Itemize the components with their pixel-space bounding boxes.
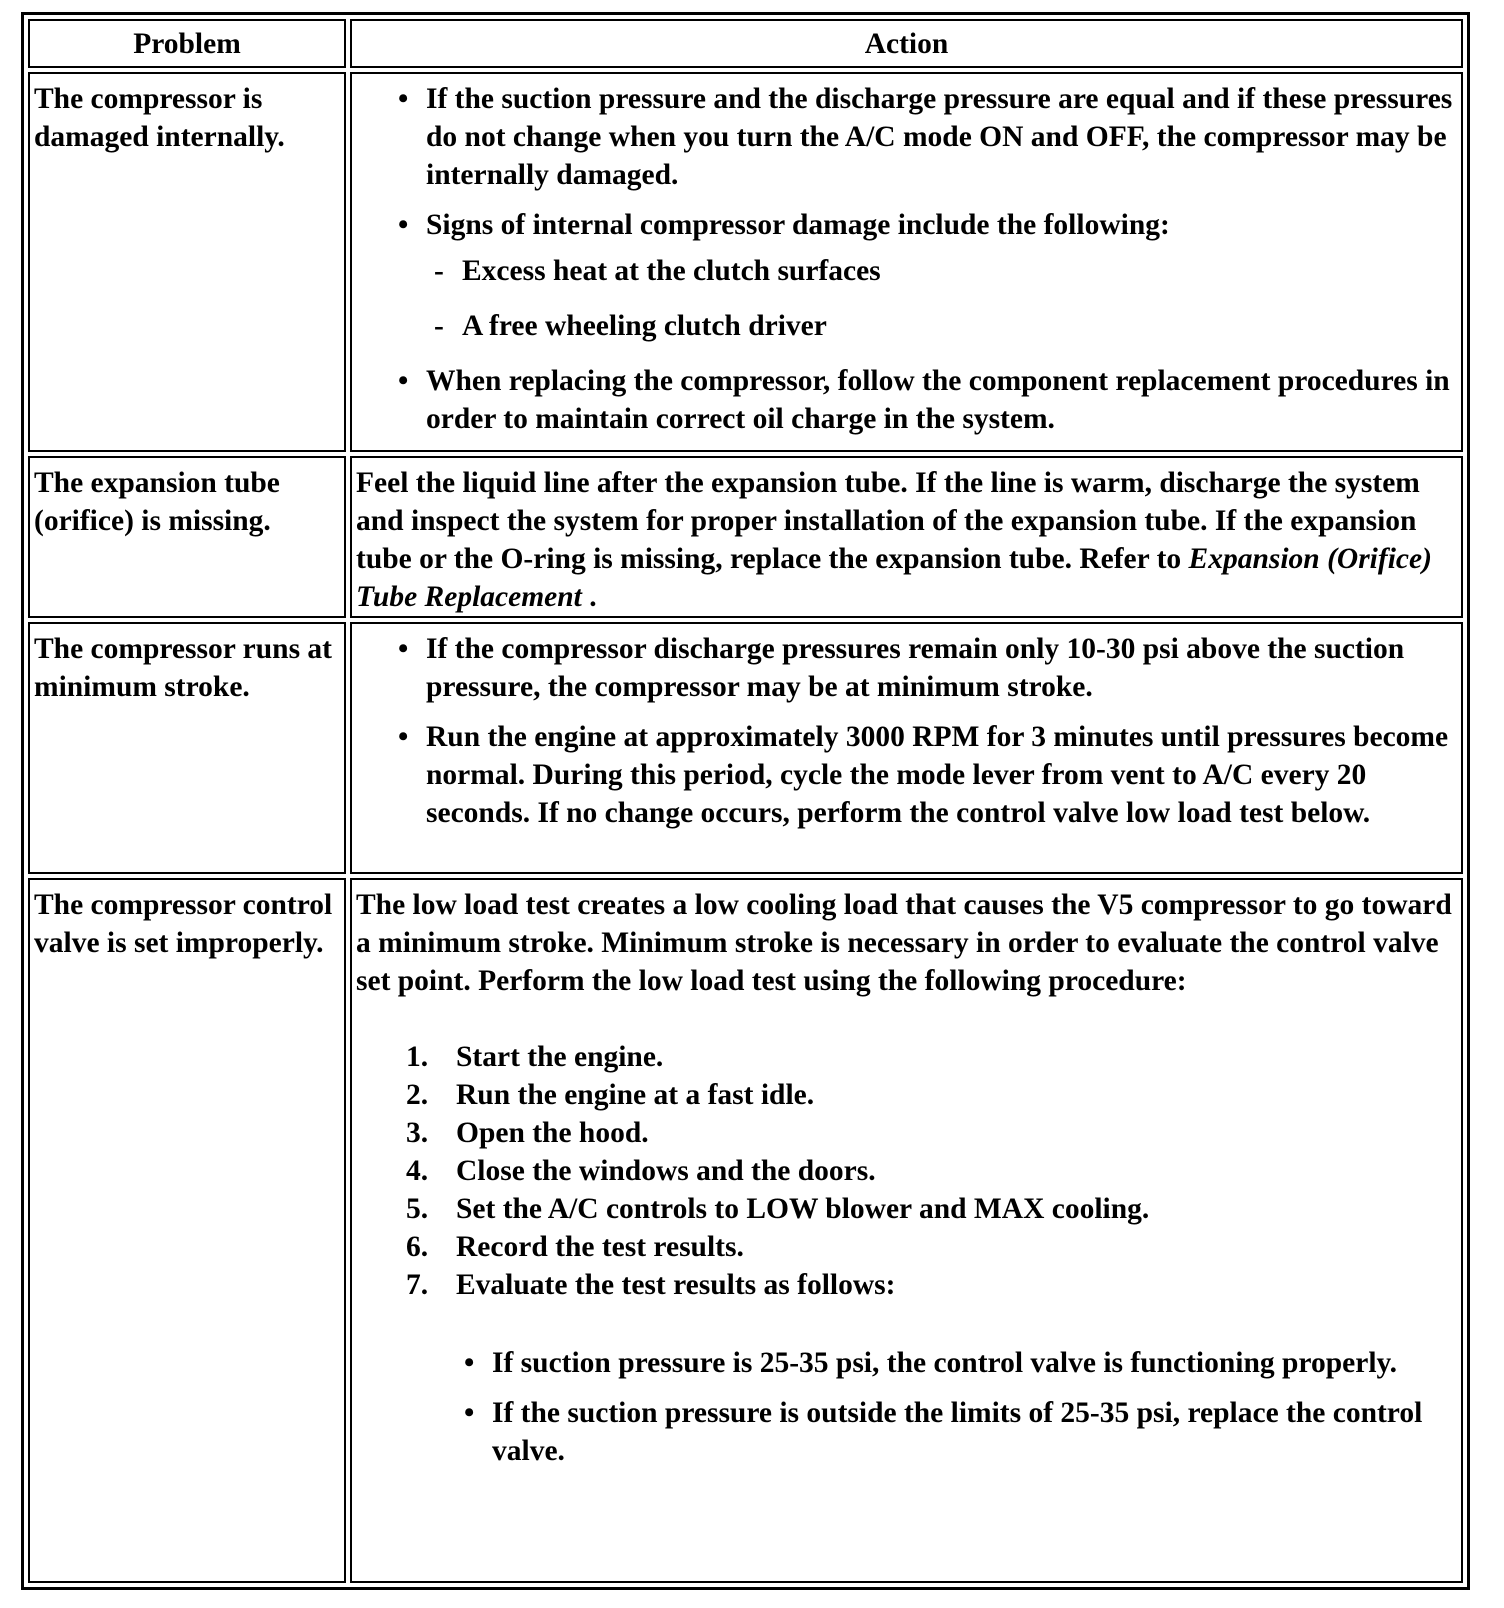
list-item: • If the compressor discharge pressures remain only 10-30 psi above the suction pressure, the compressor may be at minimum stroke.	[426, 630, 1459, 706]
list-item	[406, 1076, 1459, 1114]
list-item: • If the suction pressure is outside the limits of 25-35 psi, replace the control valve.	[492, 1394, 1459, 1470]
expansion-tube-replacement-link[interactable]: Expansion (Orifice) Tube Replacement	[356, 543, 1432, 613]
table-row	[28, 622, 1463, 874]
action-text: The low load test creates a low cooling load that causes the V5 compressor to go toward a minimum stroke. Minimum stroke is necessary in order to evaluate the control valve set point. Perform the low load test using the following procedure:	[356, 889, 1452, 997]
step-text: Open the hood.	[456, 1117, 649, 1149]
troubleshooting-table-frame	[21, 12, 1470, 1590]
action-header: Action	[350, 19, 1463, 68]
list-item	[406, 1114, 1459, 1152]
step-number: 4.	[406, 1155, 429, 1187]
action-bullet-list	[356, 630, 1459, 832]
list-item: • Run the engine at approximately 3000 RPM for 3 minutes until pressures become normal. During this period, cycle the mode lever from vent to A/C every 20 seconds. If no change occurs, perform the control valve low load test below.	[426, 718, 1459, 832]
list-item: - Excess heat at the clutch surfaces	[462, 252, 1459, 290]
step-text: Close the windows and the doors.	[456, 1155, 876, 1187]
list-item: - A free wheeling clutch driver	[462, 307, 1459, 345]
list-item: • When replacing the compressor, follow the component replacement procedures in order to maintain correct oil charge in the system.	[426, 362, 1459, 438]
step-number: 7.	[406, 1269, 429, 1301]
step-number: 3.	[406, 1117, 429, 1149]
list-item	[406, 1152, 1459, 1190]
table-row	[28, 456, 1463, 618]
step-text: Run the engine at a fast idle.	[456, 1079, 815, 1111]
list-item	[406, 1228, 1459, 1266]
header-row	[28, 19, 1463, 68]
action-cell	[350, 72, 1463, 452]
problem-cell: The compressor is damaged internally.	[28, 72, 346, 452]
list-item: • If the suction pressure and the discharge pressure are equal and if these pressures do not change when you turn the A/C mode ON and OFF, the compressor may be internally damaged.	[426, 80, 1459, 194]
step-number: 1.	[406, 1041, 429, 1073]
problem-header: Problem	[28, 19, 346, 68]
action-cell	[350, 622, 1463, 874]
list-item-text: Signs of internal compressor damage include the following:	[426, 209, 1170, 241]
problem-cell: The compressor control valve is set improperly.	[28, 878, 346, 1583]
action-cell	[350, 456, 1463, 618]
step-number: 5.	[406, 1193, 429, 1225]
action-cell	[350, 878, 1463, 1583]
list-item	[406, 1038, 1459, 1076]
list-item	[406, 1266, 1459, 1470]
action-suffix: .	[581, 581, 597, 613]
table-row	[28, 72, 1463, 452]
list-item	[426, 206, 1459, 345]
damage-signs-list	[426, 252, 1459, 345]
step-text: Start the engine.	[456, 1041, 664, 1073]
problem-cell: The compressor runs at minimum stroke.	[28, 622, 346, 874]
list-item	[406, 1190, 1459, 1228]
problem-cell: The expansion tube (orifice) is missing.	[28, 456, 346, 618]
step-number: 2.	[406, 1079, 429, 1111]
table-row	[28, 878, 1463, 1583]
action-bullet-list	[356, 80, 1459, 438]
evaluation-results-list	[456, 1344, 1459, 1470]
action-text: Feel the liquid line after the expansion tube. If the line is warm, discharge the system and inspect the system for proper installation of the expansion tube. If the expansion tube or the O-ring is missing, replace the expansion tube. Refer to	[356, 467, 1420, 575]
list-item: • If suction pressure is 25-35 psi, the control valve is functioning properly.	[492, 1344, 1459, 1382]
step-number: 6.	[406, 1231, 429, 1263]
step-text: Evaluate the test results as follows:	[456, 1269, 896, 1301]
procedure-steps	[356, 1038, 1459, 1470]
troubleshooting-table	[24, 15, 1467, 1587]
step-text: Set the A/C controls to LOW blower and MAX cooling.	[456, 1193, 1150, 1225]
step-text: Record the test results.	[456, 1231, 744, 1263]
